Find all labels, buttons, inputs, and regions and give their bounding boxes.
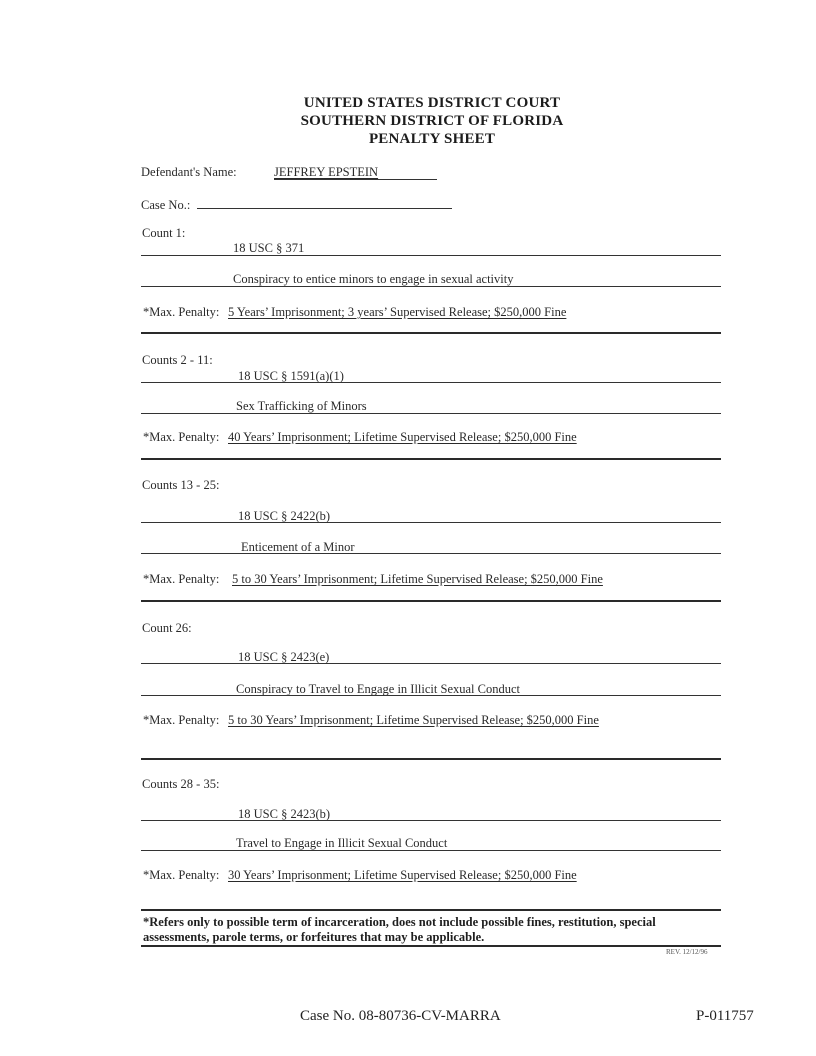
- defendant-name-line: [274, 179, 437, 180]
- incarceration-footnote: *Refers only to possible term of incarceration, does not include possible fines, restitution, special assessments, parole terms, or forfeitures that may be applicable.: [143, 915, 656, 944]
- defendant-name-value: JEFFREY EPSTEIN: [274, 165, 379, 179]
- case-no-line: [197, 208, 452, 209]
- count-statute: 18 USC § 371: [233, 241, 305, 255]
- count-offense: Travel to Engage in Illicit Sexual Conduct: [236, 836, 448, 850]
- max-penalty-label: *Max. Penalty:: [143, 430, 220, 444]
- offense-line: [141, 695, 721, 696]
- count-offense: Sex Trafficking of Minors: [236, 399, 367, 413]
- offense-line: [141, 850, 721, 851]
- offense-line: [141, 553, 721, 554]
- footnote-divider: [141, 945, 721, 947]
- max-penalty-label: *Max. Penalty:: [143, 868, 220, 882]
- offense-line: [141, 286, 721, 287]
- revision-date: REV. 12/12/96: [666, 948, 708, 956]
- statute-line: [141, 255, 721, 256]
- max-penalty-value: 5 to 30 Years’ Imprisonment; Lifetime Supervised Release; $250,000 Fine: [232, 572, 603, 586]
- count-statute: 18 USC § 1591(a)(1): [238, 369, 344, 383]
- max-penalty-value: 5 to 30 Years’ Imprisonment; Lifetime Supervised Release; $250,000 Fine: [228, 713, 599, 727]
- count-heading: Counts 28 - 35:: [142, 777, 220, 791]
- count-statute: 18 USC § 2423(e): [238, 650, 330, 664]
- count-heading: Count 26:: [142, 621, 192, 635]
- max-penalty-label: *Max. Penalty:: [143, 572, 220, 586]
- statute-line: [141, 382, 721, 383]
- case-no-label: Case No.:: [141, 198, 191, 212]
- count-heading: Counts 2 - 11:: [142, 353, 213, 367]
- max-penalty-value: 5 Years’ Imprisonment; 3 years’ Supervised Release; $250,000 Fine: [228, 305, 567, 319]
- defendant-name-label: Defendant's Name:: [141, 165, 237, 179]
- max-penalty-label: *Max. Penalty:: [143, 305, 220, 319]
- statute-line: [141, 820, 721, 821]
- count-heading: Count 1:: [142, 226, 186, 240]
- footer-page-id: P-011757: [696, 1008, 754, 1024]
- section-divider: [141, 600, 721, 602]
- sheet-title: PENALTY SHEET: [368, 131, 496, 147]
- court-name: UNITED STATES DISTRICT COURT: [303, 95, 561, 111]
- section-divider: [141, 458, 721, 460]
- max-penalty-label: *Max. Penalty:: [143, 713, 220, 727]
- count-statute: 18 USC § 2423(b): [238, 807, 331, 821]
- count-offense: Enticement of a Minor: [241, 540, 355, 554]
- footer-case-number: Case No. 08-80736-CV-MARRA: [300, 1008, 501, 1024]
- statute-line: [141, 663, 721, 664]
- count-offense: Conspiracy to entice minors to engage in sexual activity: [233, 272, 514, 286]
- section-divider: [141, 332, 721, 334]
- count-offense: Conspiracy to Travel to Engage in Illicit Sexual Conduct: [236, 682, 520, 696]
- section-divider: [141, 758, 721, 760]
- section-divider: [141, 909, 721, 911]
- offense-line: [141, 413, 721, 414]
- count-statute: 18 USC § 2422(b): [238, 509, 331, 523]
- max-penalty-value: 30 Years’ Imprisonment; Lifetime Supervised Release; $250,000 Fine: [228, 868, 577, 882]
- district-name: SOUTHERN DISTRICT OF FLORIDA: [300, 113, 564, 129]
- max-penalty-value: 40 Years’ Imprisonment; Lifetime Supervised Release; $250,000 Fine: [228, 430, 577, 444]
- count-heading: Counts 13 - 25:: [142, 478, 220, 492]
- statute-line: [141, 522, 721, 523]
